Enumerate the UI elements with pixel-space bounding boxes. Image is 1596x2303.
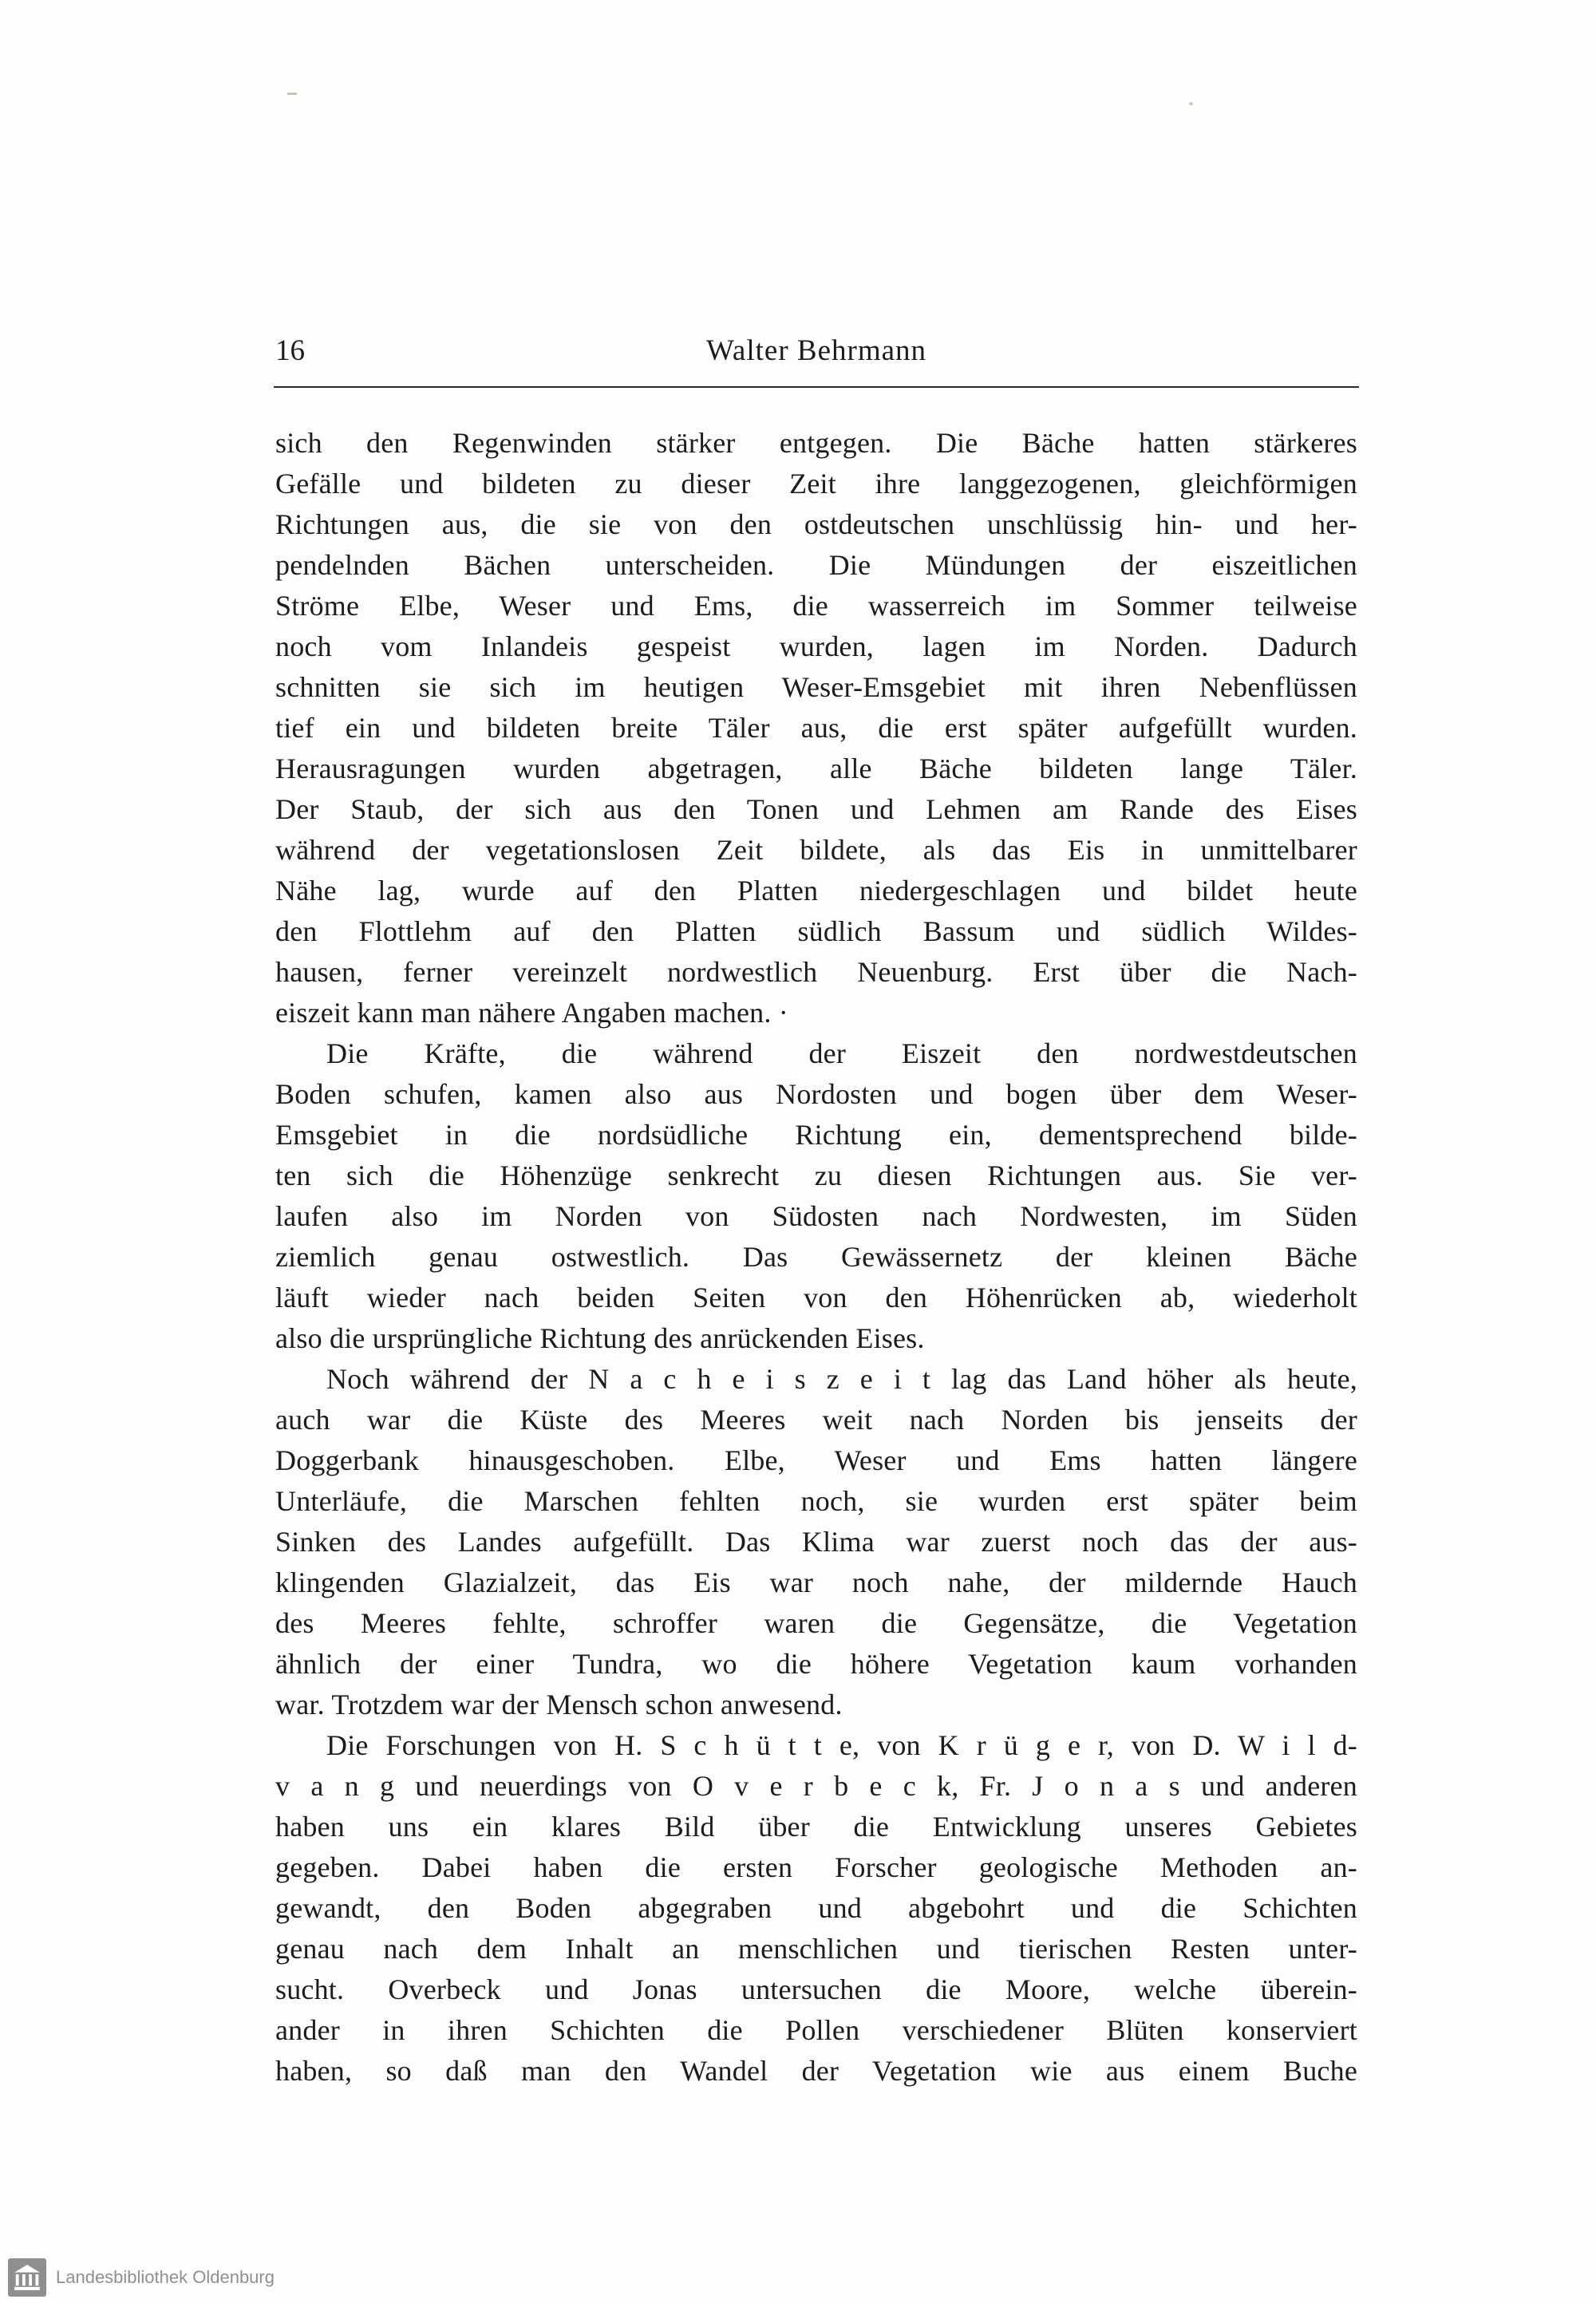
- text-block: [275, 423, 1357, 2092]
- text-line: den Flottlehm auf den Platten südlich Bassum und südlich Wildes-: [275, 915, 1357, 947]
- scan-artifact: [1189, 102, 1193, 105]
- header-rule: [274, 386, 1359, 388]
- text-line: Emsgebiet in die nordsüdliche Richtung ein, dementsprechend bilde-: [275, 1119, 1357, 1151]
- text-line: genau nach dem Inhalt an menschlichen und tierischen Resten unter-: [275, 1933, 1357, 1965]
- text-line: eiszeit kann man nähere Angaben machen. ·: [275, 997, 788, 1029]
- paragraph: [275, 423, 1357, 1033]
- text-line: ander in ihren Schichten die Pollen verschiedener Blüten konserviert: [275, 2014, 1357, 2046]
- text-line: haben, so daß man den Wandel der Vegetation wie aus einem Buche: [275, 2055, 1357, 2087]
- text-line: klingenden Glazialzeit, das Eis war noch nahe, der mildernde Hauch: [275, 1566, 1357, 1598]
- text-line: pendelnden Bächen unterscheiden. Die Mündungen der eiszeitlichen: [275, 549, 1357, 581]
- text-line: hausen, ferner vereinzelt nordwestlich Neuenburg. Erst über die Nach-: [275, 956, 1357, 988]
- library-stamp-text: Landesbibliothek Oldenburg: [56, 2267, 275, 2287]
- text-line: sucht. Overbeck und Jonas untersuchen die Moore, welche überein-: [275, 1973, 1357, 2005]
- text-line: Herausragungen wurden abgetragen, alle Bäche bildeten lange Täler.: [275, 753, 1357, 784]
- text-line: sich den Regenwinden stärker entgegen. Die Bäche hatten stärkeres: [275, 427, 1357, 459]
- text-line: auch war die Küste des Meeres weit nach Norden bis jenseits der: [275, 1404, 1357, 1436]
- text-line: gegeben. Dabei haben die ersten Forscher geologische Methoden an-: [275, 1851, 1357, 1883]
- text-line: tief ein und bildeten breite Täler aus, die erst später aufgefüllt wurden.: [275, 712, 1357, 744]
- text-line: noch vom Inlandeis gespeist wurden, lagen im Norden. Dadurch: [275, 630, 1357, 662]
- text-line: Der Staub, der sich aus den Tonen und Lehmen am Rande des Eises: [275, 793, 1357, 825]
- text-line: Boden schufen, kamen also aus Nordosten und bogen über dem Weser-: [275, 1078, 1357, 1110]
- text-line: haben uns ein klares Bild über die Entwicklung unseres Gebietes: [275, 1811, 1357, 1843]
- text-line: schnitten sie sich im heutigen Weser-Emsgebiet mit ihren Nebenflüssen: [275, 671, 1357, 703]
- text-line: v a n g und neuerdings von O v e r b e c k, Fr. J o n a s und anderen: [275, 1770, 1357, 1802]
- text-line: Sinken des Landes aufgefüllt. Das Klima war zuerst noch das der aus-: [275, 1526, 1357, 1558]
- text-line: Nähe lag, wurde auf den Platten niedergeschlagen und bildet heute: [275, 875, 1357, 907]
- text-line: gewandt, den Boden abgegraben und abgebohrt und die Schichten: [275, 1892, 1357, 1924]
- text-line: Noch während der N a c h e i s z e i t lag das Land höher als heute,: [326, 1363, 1357, 1395]
- text-line: des Meeres fehlte, schroffer waren die Gegensätze, die Vegetation: [275, 1607, 1357, 1639]
- running-title: Walter Behrmann: [705, 334, 927, 367]
- paragraph: [275, 1359, 1357, 1725]
- text-line: Gefälle und bildeten zu dieser Zeit ihre langgezogenen, gleichförmigen: [275, 468, 1357, 500]
- text-line: ziemlich genau ostwestlich. Das Gewässernetz der kleinen Bäche: [275, 1241, 1357, 1273]
- text-line: ten sich die Höhenzüge senkrecht zu diesen Richtungen aus. Sie ver-: [275, 1159, 1357, 1191]
- text-line: also die ursprüngliche Richtung des anrückenden Eises.: [275, 1322, 925, 1354]
- paragraph: [275, 1725, 1357, 2092]
- text-line: laufen also im Norden von Südosten nach Nordwesten, im Süden: [275, 1200, 1357, 1232]
- text-line: war. Trotzdem war der Mensch schon anwesend.: [275, 1689, 843, 1720]
- text-line: Doggerbank hinausgeschoben. Elbe, Weser und Ems hatten längere: [275, 1444, 1357, 1476]
- text-line: Unterläufe, die Marschen fehlten noch, sie wurden erst später beim: [275, 1485, 1357, 1517]
- scan-artifact: [287, 93, 297, 95]
- library-stamp: [8, 2258, 275, 2297]
- text-line: während der vegetationslosen Zeit bildete, als das Eis in unmittelbarer: [275, 834, 1357, 866]
- page-header: [275, 334, 1357, 373]
- text-line: läuft wieder nach beiden Seiten von den Höhenrücken ab, wiederholt: [275, 1282, 1357, 1313]
- library-building-icon: [8, 2258, 46, 2297]
- paragraph: [275, 1033, 1357, 1359]
- page-number: 16: [275, 334, 305, 367]
- text-line: Die Forschungen von H. S c h ü t t e, von K r ü g e r, von D. W i l d-: [326, 1729, 1357, 1761]
- text-line: Richtungen aus, die sie von den ostdeutschen unschlüssig hin- und her-: [275, 508, 1357, 540]
- text-line: ähnlich der einer Tundra, wo die höhere Vegetation kaum vorhanden: [275, 1648, 1357, 1680]
- text-line: Ströme Elbe, Weser und Ems, die wasserreich im Sommer teilweise: [275, 590, 1357, 622]
- text-line: Die Kräfte, die während der Eiszeit den nordwestdeutschen: [326, 1037, 1357, 1069]
